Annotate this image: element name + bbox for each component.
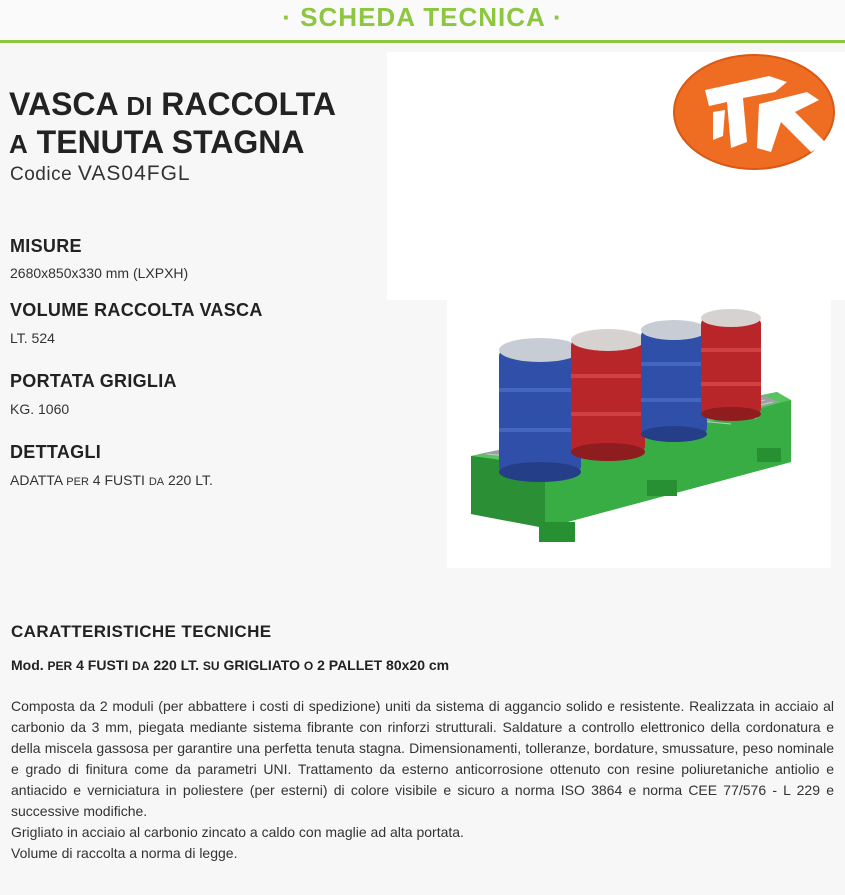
model-line: Mod. PER 4 FUSTI DA 220 LT. SU GRIGLIATO O 2 PALLET 80x20 cm <box>11 657 450 673</box>
tech-description <box>11 696 834 864</box>
description-paragraph-2: Grigliato in acciaio al carbonio zincato a caldo con maglie ad alta portata. <box>11 824 464 840</box>
spec-dettagli-value: ADATTA PER 4 FUSTI DA 220 LT. <box>10 472 213 488</box>
description-paragraph-1: Composta da 2 moduli (per abbattere i costi di spedizione) uniti da sistema di aggancio solido e resistente. Realizzata in acciaio al carbonio da 3 mm, piegata mediante sistema fibrante con rinforzi strutturali. Saldature a controllo elettronico della cordonatura e della miscela gassosa per garantire una perfetta tenuta stagna. Dimensionamenti, tolleranze, bordature, smussature, peso nominale e grado di finitura come da parametri UNI. Trattamento da esterno anticorrosione ottenuto con resine poliuretaniche antiolio e antiacido e verniciatura in poliestere (per esterni) di colore visibile e sicuro a norma ISO 3864 e norma CEE 77/576 - L 229 e successive modifiche. <box>11 698 834 819</box>
product-title: VASCA DI RACCOLTA A TENUTA STAGNA <box>9 86 337 160</box>
spec-portata-value: KG. 1060 <box>10 401 70 417</box>
spec-misure-value: 2680x850x330 mm (LXPXH) <box>10 265 189 281</box>
spec-volume-value: LT. 524 <box>10 330 55 346</box>
spec-portata-label: PORTATA GRIGLIA <box>10 371 177 391</box>
spec-dettagli-label: DETTAGLI <box>10 442 102 462</box>
logo-panel <box>387 52 845 300</box>
product-code: Codice VAS04FGL <box>10 162 191 185</box>
spill-tank-illustration <box>447 300 831 568</box>
header-title: · SCHEDA TECNICA · <box>282 2 563 32</box>
spec-volume-label: VOLUME RACCOLTA VASCA <box>10 300 263 320</box>
page-header <box>0 0 845 43</box>
product-code-value: VAS04FGL <box>77 162 191 185</box>
product-photo <box>447 300 831 568</box>
spec-misure-label: MISURE <box>10 236 82 256</box>
brand-logo-icon <box>387 52 845 300</box>
tech-section-title: CARATTERISTICHE TECNICHE <box>11 622 272 641</box>
description-paragraph-3: Volume di raccolta a norma di legge. <box>11 845 238 861</box>
